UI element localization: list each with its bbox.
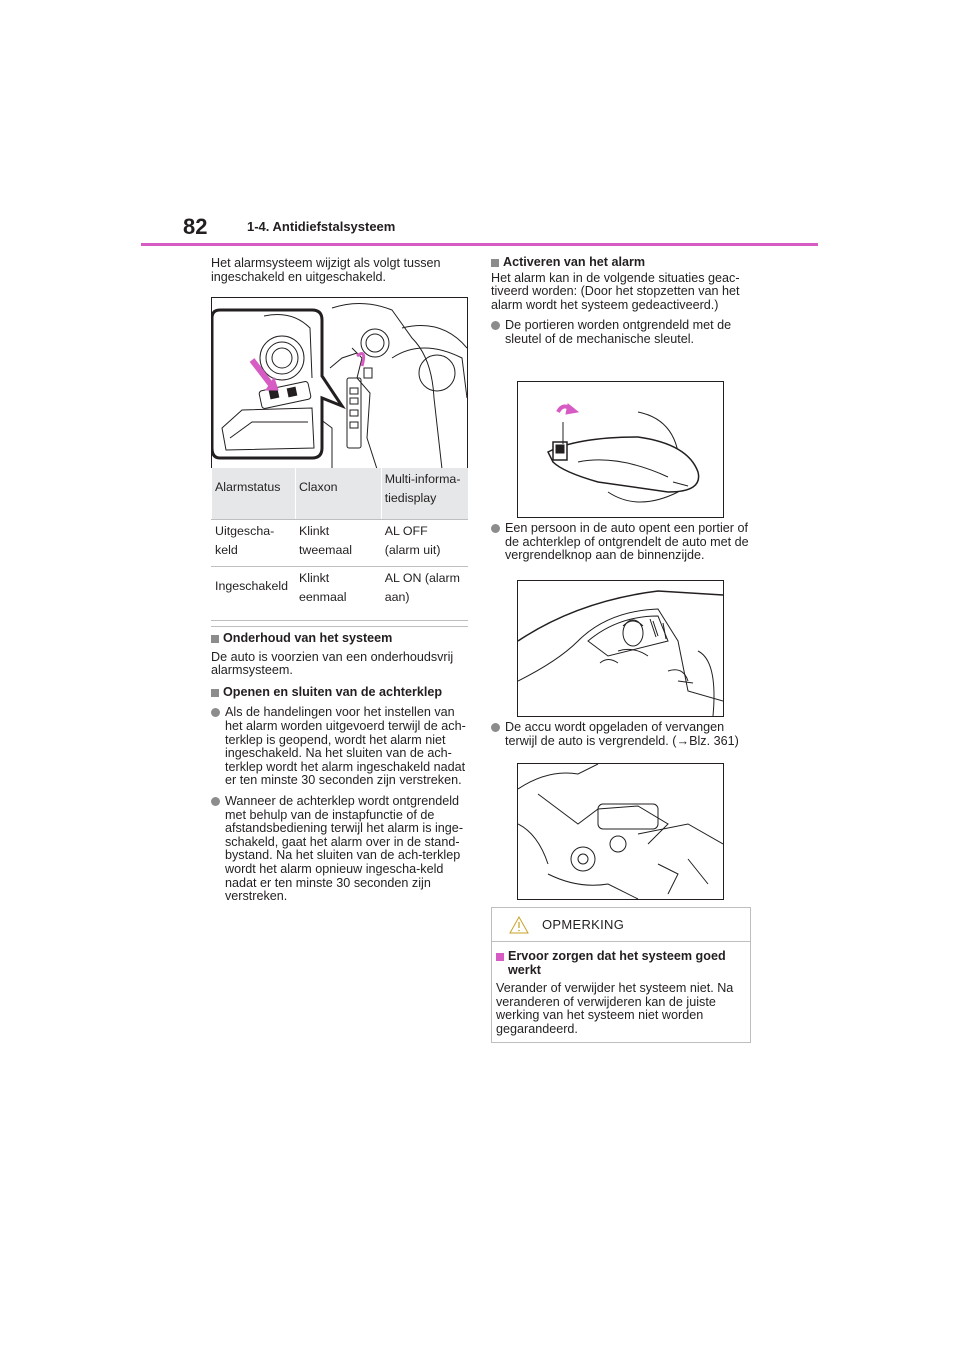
- table-header-row: [212, 468, 469, 520]
- right-column-bullet2: [491, 522, 750, 563]
- left-intro: Het alarmsysteem wijzigt als volgt tussen ingeschakeld en uitgeschakeld.: [211, 256, 441, 284]
- activate-intro: Het alarm kan in de volgende situaties geac-tiveerd worden: (Door het stopzetten van het alarm wordt het systeem gedeactiveerd.): [491, 270, 740, 312]
- square-bullet-icon: [491, 259, 499, 267]
- table-row: [212, 567, 469, 621]
- table-row: [212, 520, 469, 567]
- bullet-icon: [211, 708, 220, 717]
- list-item: Wanneer de achterklep wordt ontgrendeld met behulp van de instapfunctie of de afstandsbediening terwijl het alarm is inge-schakeld, gaat het alarm over in de stand-bystand. Na het sluiten van de ach-terklep wordt het alarm opnieuw ingescha-keld nadat er ten minste 30 seconden zijn verstreken.: [211, 795, 468, 904]
- list-item: Als de handelingen voor het instellen van het alarm worden uitgevoerd terwijl de ach-terklep is geopend, wordt het alarm niet ingeschakeld. Na het sluiten van de ach-terklep wordt het alarm ingeschakeld nadat er ten minste 30 seconden zijn verstreken.: [211, 706, 468, 788]
- list-item: De portieren worden ontgrendeld met de sleutel of de mechanische sleutel.: [491, 319, 750, 346]
- right-column-top: [491, 256, 750, 347]
- table-cell: Klinkt eenmaal: [295, 567, 381, 621]
- maintenance-heading: Onderhoud van het systeem: [211, 632, 468, 646]
- square-bullet-icon: [211, 635, 219, 643]
- bullet-icon: [491, 524, 500, 533]
- table-header: Alarmstatus: [212, 468, 296, 520]
- table-cell: Uitgescha-keld: [212, 520, 296, 567]
- bullet-icon: [211, 797, 220, 806]
- caution-note: [491, 907, 751, 1043]
- figure-person-in-car: [517, 580, 724, 717]
- maintenance-text: De auto is voorzien van een onderhoudsvrij alarmsysteem.: [211, 649, 454, 678]
- section-title: 1-4. Antidiefstalsysteem: [247, 219, 396, 234]
- figure-door-handle: [517, 381, 724, 518]
- bullet-icon: [491, 723, 500, 732]
- note-body: [492, 942, 750, 1037]
- table-cell: Ingeschakeld: [212, 567, 296, 621]
- bullet-icon: [491, 321, 500, 330]
- header-rule: [141, 243, 818, 246]
- status-table: [211, 468, 468, 621]
- square-bullet-icon: [496, 953, 504, 961]
- tailgate-heading: Openen en sluiten van de achterklep: [211, 686, 468, 700]
- table-cell: Klinkt tweemaal: [295, 520, 381, 567]
- list-item: Een persoon in de auto opent een portier of de achterklep of ontgrendelt de auto met de vergrendelknop aan de binnenzijde.: [491, 522, 750, 563]
- list-item: De accu wordt opgeladen of vervangen terwijl de auto is vergrendeld. (→Blz. 361): [491, 721, 750, 748]
- activate-heading: Activeren van het alarm: [491, 256, 750, 270]
- page-number: 82: [183, 214, 208, 239]
- left-column-text: [211, 632, 468, 904]
- section-divider: [211, 626, 468, 627]
- square-bullet-icon: [211, 689, 219, 697]
- table-cell: AL OFF (alarm uit): [381, 520, 468, 567]
- right-column-bullet3: [491, 721, 750, 748]
- note-header: [492, 908, 750, 942]
- figure-engine-bay: [517, 763, 724, 900]
- table-header: Claxon: [295, 468, 381, 520]
- note-text: Verander of verwijder het systeem niet. Na veranderen of verwijderen kan de juiste werking van het systeem niet worden gegarandeerd.: [496, 981, 734, 1036]
- note-heading: Ervoor zorgen dat het systeem goed werkt: [496, 950, 746, 977]
- table-cell: AL ON (alarm aan): [381, 567, 468, 621]
- figure-alarm-switch: [211, 297, 468, 470]
- warning-icon: [508, 915, 530, 935]
- table-header: Multi-informa-tiedisplay: [381, 468, 468, 520]
- alarm-status-table: [211, 468, 468, 621]
- note-title: OPMERKING: [542, 917, 625, 932]
